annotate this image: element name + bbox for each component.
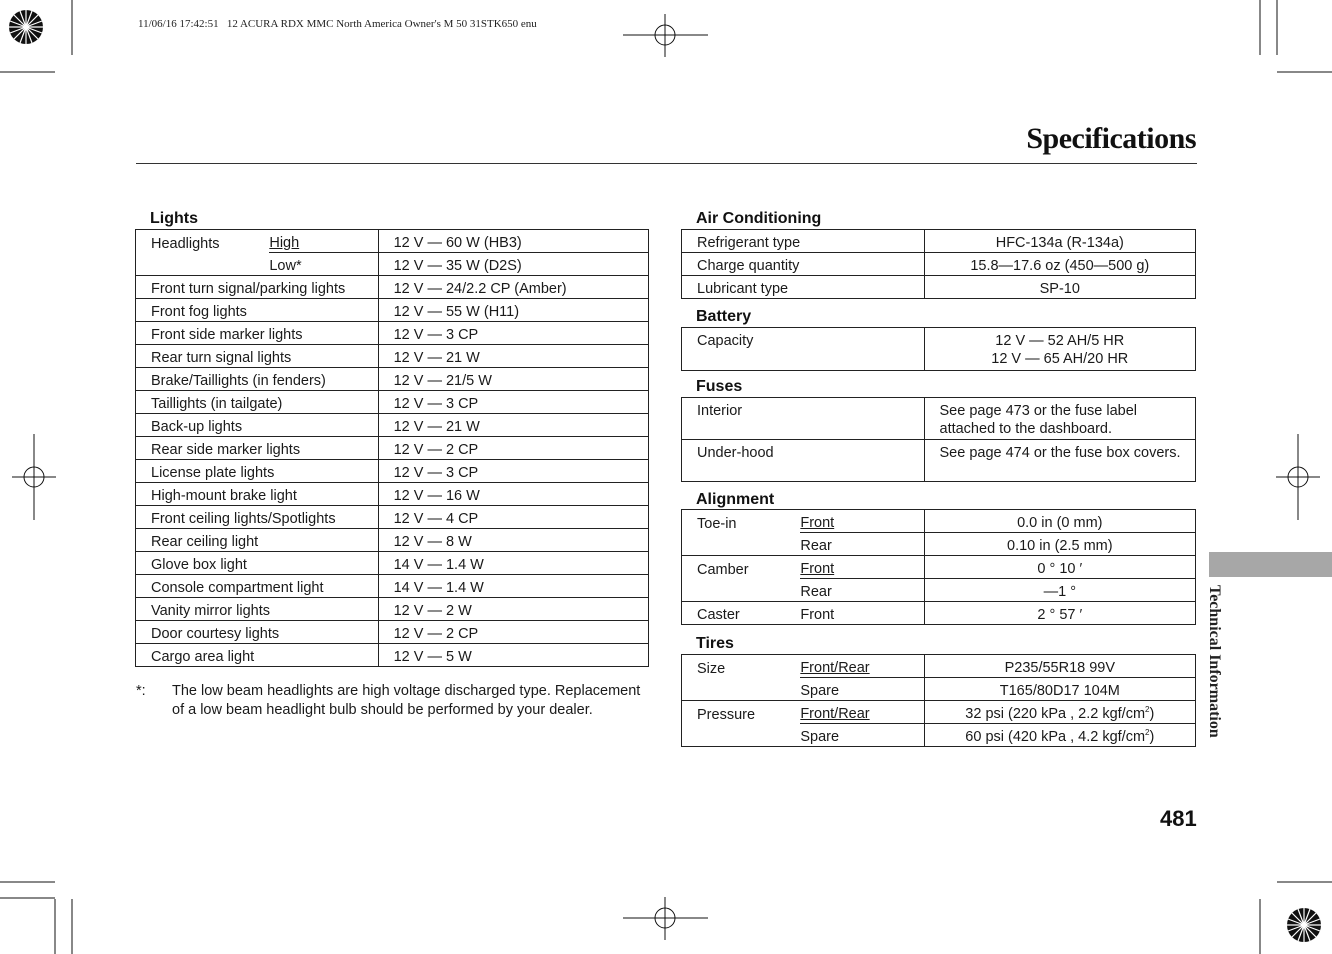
row-value: 12 V — 55 W (H11) <box>378 299 648 322</box>
row-value: 12 V — 24/2.2 CP (Amber) <box>378 276 648 299</box>
toe-rear-label: Rear <box>800 533 924 556</box>
tire-size-spare-value: T165/80D17 104M <box>924 678 1195 701</box>
table-row <box>682 602 1196 625</box>
table-row <box>136 414 649 437</box>
row-value: 12 V — 2 CP <box>378 437 648 460</box>
table-row <box>682 253 1196 276</box>
row-label: Console compartment light <box>136 575 379 598</box>
lights-heading: Lights <box>150 210 198 227</box>
row-value: 12 V — 3 CP <box>378 460 648 483</box>
footnote-text: The low beam headlights are high voltage discharged type. Replacement of a low beam headlight bulb should be performed by your dealer. <box>172 683 641 718</box>
tire-size-spare-label: Spare <box>800 678 924 701</box>
headlights-label: Headlights <box>136 230 270 253</box>
tire-pressure-label: Pressure <box>682 701 801 724</box>
table-row <box>682 678 1196 701</box>
table-row <box>136 345 649 368</box>
row-value: See page 473 or the fuse label attached to the dashboard. <box>924 398 1196 440</box>
table-row <box>682 510 1196 533</box>
table-row <box>136 253 649 276</box>
table-row <box>682 579 1196 602</box>
row-label: Glove box light <box>136 552 379 575</box>
alignment-heading: Alignment <box>696 491 775 508</box>
row-value: 14 V — 1.4 W <box>378 552 648 575</box>
row-label: Lubricant type <box>682 276 925 299</box>
row-label: Under-hood <box>682 440 925 482</box>
row-label: Rear ceiling light <box>136 529 379 552</box>
row-label: Front ceiling lights/Spotlights <box>136 506 379 529</box>
lights-table <box>135 229 649 667</box>
table-row <box>136 598 649 621</box>
air-conditioning-heading: Air Conditioning <box>696 210 822 227</box>
tire-pressure-front-rear-label: Front/Rear <box>800 706 870 722</box>
row-label: License plate lights <box>136 460 379 483</box>
table-row <box>136 276 649 299</box>
table-row <box>136 230 649 253</box>
print-header-meta: 11/06/16 17:42:51 12 ACURA RDX MMC North America Owner's M 50 31STK650 enu <box>138 18 537 30</box>
table-row <box>136 460 649 483</box>
row-value: 14 V — 1.4 W <box>378 575 648 598</box>
battery-heading: Battery <box>696 308 752 325</box>
headlights-low-label: Low* <box>269 253 378 276</box>
row-value: 12 V — 21 W <box>378 345 648 368</box>
table-row <box>136 644 649 667</box>
air-conditioning-table <box>681 229 1196 299</box>
table-row <box>136 529 649 552</box>
row-label: Rear turn signal lights <box>136 345 379 368</box>
camber-label: Camber <box>682 556 801 579</box>
tire-size-front-rear-value: P235/55R18 99V <box>924 655 1195 678</box>
row-value: 12 V — 8 W <box>378 529 648 552</box>
page-title: Specifications <box>1026 122 1196 155</box>
row-label: Front fog lights <box>136 299 379 322</box>
alignment-table <box>681 509 1196 625</box>
tires-heading: Tires <box>696 635 734 652</box>
tires-table <box>681 654 1196 747</box>
tire-pressure-spare-value: 60 psi (420 kPa , 4.2 kgf/cm <box>965 729 1146 745</box>
row-value: 12 V — 2 CP <box>378 621 648 644</box>
toe-front-value: 0.0 in (0 mm) <box>924 510 1195 533</box>
table-row <box>682 701 1196 724</box>
superscript-2: 2 <box>1145 728 1150 738</box>
row-label: Interior <box>682 398 925 440</box>
row-value: 12 V — 4 CP <box>378 506 648 529</box>
toe-front-label: Front <box>800 515 835 531</box>
closing-paren: ) <box>1149 729 1155 745</box>
row-label: Charge quantity <box>682 253 925 276</box>
table-row <box>682 230 1196 253</box>
table-row <box>136 621 649 644</box>
battery-capacity-value-2: 12 V — 65 AH/20 HR <box>991 351 1129 367</box>
row-value: 15.8—17.6 oz (450—500 g) <box>924 253 1195 276</box>
row-label: Brake/Taillights (in fenders) <box>136 368 379 391</box>
title-divider <box>136 163 1197 164</box>
row-label: Door courtesy lights <box>136 621 379 644</box>
battery-capacity-label: Capacity <box>682 328 925 371</box>
camber-rear-label: Rear <box>800 579 924 602</box>
table-row <box>136 322 649 345</box>
table-row <box>682 440 1196 482</box>
row-label: Taillights (in tailgate) <box>136 391 379 414</box>
row-label: Refrigerant type <box>682 230 925 253</box>
table-row <box>136 506 649 529</box>
battery-table <box>681 327 1196 371</box>
row-value: 12 V — 3 CP <box>378 391 648 414</box>
row-value: 12 V — 21/5 W <box>378 368 648 391</box>
camber-front-value: 0 ° 10 ′ <box>924 556 1195 579</box>
tire-size-front-rear-label: Front/Rear <box>800 660 870 676</box>
row-value: SP-10 <box>924 276 1195 299</box>
camber-front-label: Front <box>800 561 835 577</box>
section-side-label: Technical Information <box>1206 585 1223 738</box>
table-row <box>136 437 649 460</box>
lights-footnote <box>136 682 651 720</box>
table-row <box>682 276 1196 299</box>
headlights-high-label: High <box>269 235 300 251</box>
caster-front-label: Front <box>800 602 924 625</box>
row-label: High-mount brake light <box>136 483 379 506</box>
table-row <box>136 299 649 322</box>
camber-rear-value: —1 ° <box>924 579 1195 602</box>
caster-label: Caster <box>682 602 801 625</box>
table-row <box>682 328 1196 371</box>
table-row <box>136 368 649 391</box>
table-row <box>682 655 1196 678</box>
row-label: Front turn signal/parking lights <box>136 276 379 299</box>
table-row <box>136 483 649 506</box>
battery-capacity-value-1: 12 V — 52 AH/5 HR <box>995 333 1125 349</box>
fuses-heading: Fuses <box>696 378 743 395</box>
row-label: Back-up lights <box>136 414 379 437</box>
table-row <box>136 552 649 575</box>
table-row <box>682 724 1196 747</box>
row-label: Cargo area light <box>136 644 379 667</box>
fuses-table <box>681 397 1196 482</box>
superscript-2: 2 <box>1145 705 1150 715</box>
row-value: See page 474 or the fuse box covers. <box>924 440 1196 482</box>
table-row <box>682 398 1196 440</box>
tire-size-label: Size <box>682 655 801 678</box>
row-label: Rear side marker lights <box>136 437 379 460</box>
table-row <box>682 556 1196 579</box>
toe-in-label: Toe-in <box>682 510 801 533</box>
table-row <box>682 533 1196 556</box>
toe-rear-value: 0.10 in (2.5 mm) <box>924 533 1195 556</box>
headlights-high-value: 12 V — 60 W (HB3) <box>378 230 648 253</box>
section-tab <box>1209 552 1332 577</box>
headlights-low-value: 12 V — 35 W (D2S) <box>378 253 648 276</box>
row-value: 12 V — 16 W <box>378 483 648 506</box>
tire-pressure-spare-label: Spare <box>800 724 924 747</box>
row-label: Vanity mirror lights <box>136 598 379 621</box>
row-value: 12 V — 2 W <box>378 598 648 621</box>
row-label: Front side marker lights <box>136 322 379 345</box>
table-row <box>136 391 649 414</box>
row-value: 12 V — 21 W <box>378 414 648 437</box>
table-row <box>136 575 649 598</box>
footnote-mark: *: <box>136 683 146 699</box>
row-value: HFC-134a (R-134a) <box>924 230 1195 253</box>
tire-pressure-front-rear-value: 32 psi (220 kPa , 2.2 kgf/cm <box>965 706 1146 722</box>
caster-front-value: 2 ° 57 ′ <box>924 602 1195 625</box>
page-number: 481 <box>1160 806 1197 831</box>
row-value: 12 V — 5 W <box>378 644 648 667</box>
closing-paren: ) <box>1149 706 1155 722</box>
row-value: 12 V — 3 CP <box>378 322 648 345</box>
